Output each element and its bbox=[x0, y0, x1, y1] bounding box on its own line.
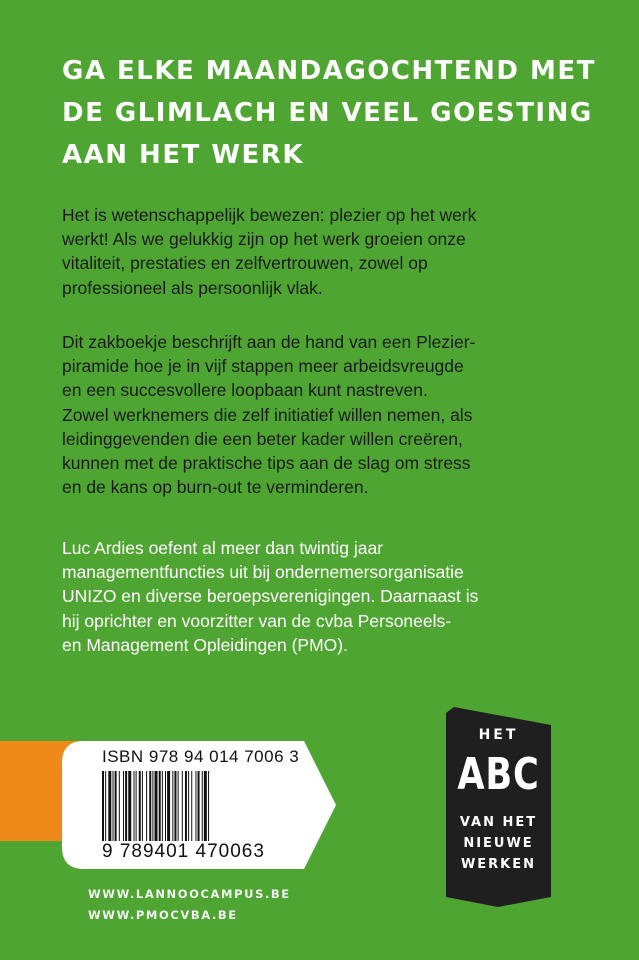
text-line: en de kans op burn-out te verminderen. bbox=[62, 477, 369, 498]
text-line: vitaliteit, prestaties en zelfvertrouwen, zowel op bbox=[62, 253, 428, 274]
badge-line-nieuwe: NIEUWE bbox=[463, 836, 534, 851]
author-bio-paragraph bbox=[62, 536, 582, 657]
text-line: en een succesvollere loopbaan kunt nastreven. bbox=[62, 380, 428, 401]
partner-url[interactable]: WWW.PMOCVBA.BE bbox=[88, 908, 238, 922]
publisher-url[interactable]: WWW.LANNOOCAMPUS.BE bbox=[88, 887, 291, 901]
headline bbox=[62, 50, 602, 176]
text-line: Het is wetenschappelijk bewezen: plezier op het werk bbox=[62, 205, 477, 225]
badge-line-het: HET bbox=[478, 727, 519, 743]
text-line: UNIZO en diverse beroepsverenigingen. Daarnaast is bbox=[62, 586, 479, 607]
text-line: Dit zakboekje beschrijft aan de hand van een Plezier- bbox=[62, 332, 476, 352]
text-line: hij oprichter en voorzitter van de cvba Personeels- bbox=[62, 610, 452, 631]
text-line: leidinggevenden die een beter kader willen creëren, bbox=[62, 428, 463, 449]
isbn-barcode-panel bbox=[62, 741, 336, 869]
badge-line-werken: WERKEN bbox=[460, 857, 537, 872]
barcode-icon bbox=[102, 771, 294, 841]
text-line: Luc Ardies oefent al meer dan twintig jaar bbox=[62, 538, 384, 558]
headline-line: AAN HET WERK bbox=[62, 140, 304, 170]
headline-line: GA ELKE MAANDAGOCHTEND MET bbox=[62, 56, 596, 86]
text-line: en Management Opleidingen (PMO). bbox=[62, 634, 348, 655]
text-line: professioneel als persoonlijk vlak. bbox=[62, 277, 323, 298]
text-line: managementfuncties uit bij ondernemersorganisatie bbox=[62, 562, 464, 583]
text-line: piramide hoe je in vijf stappen meer arbeidsvreugde bbox=[62, 356, 464, 377]
barcode-number: 9 789401 470063 bbox=[102, 841, 265, 862]
text-line: Zowel werknemers die zelf initiatief willen nemen, als bbox=[62, 404, 473, 425]
headline-line: DE GLIMLACH EN VEEL GOESTING bbox=[62, 98, 593, 128]
badge-line-abc: ABC bbox=[457, 749, 540, 800]
text-line: werkt! Als we gelukkig zijn op het werk groeien onze bbox=[62, 229, 466, 250]
description-paragraph bbox=[62, 330, 582, 499]
text-line: kunnen met de praktische tips aan de slag om stress bbox=[62, 453, 471, 474]
intro-paragraph bbox=[62, 203, 582, 300]
series-badge bbox=[446, 707, 551, 907]
badge-line-van-het: VAN HET bbox=[459, 815, 538, 830]
isbn-label: ISBN 978 94 014 7006 3 bbox=[102, 747, 300, 766]
